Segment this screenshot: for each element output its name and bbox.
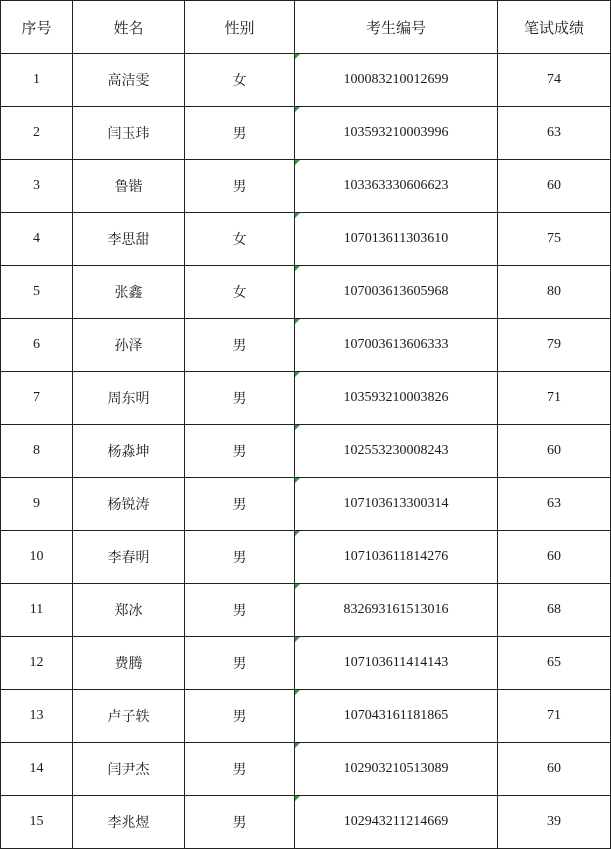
cell-flag-marker — [295, 425, 300, 430]
table-row — [1, 637, 611, 690]
cell-name: 周东明 — [73, 372, 185, 425]
table-row — [1, 107, 611, 160]
cell-exam-id — [295, 531, 498, 584]
cell-score: 60 — [498, 425, 611, 478]
cell-exam-id — [295, 319, 498, 372]
cell-index: 6 — [1, 319, 73, 372]
cell-gender: 女 — [185, 266, 295, 319]
table-row — [1, 54, 611, 107]
cell-score: 74 — [498, 54, 611, 107]
table-row — [1, 743, 611, 796]
cell-exam-id-text: 102943211214669 — [343, 814, 449, 829]
cell-exam-id-text: 832693161513016 — [343, 602, 449, 617]
cell-name: 鲁锴 — [73, 160, 185, 213]
cell-score: 60 — [498, 743, 611, 796]
cell-score: 63 — [498, 107, 611, 160]
table-row — [1, 478, 611, 531]
cell-gender: 男 — [185, 637, 295, 690]
cell-name: 郑冰 — [73, 584, 185, 637]
cell-name: 卢子轶 — [73, 690, 185, 743]
cell-exam-id — [295, 743, 498, 796]
cell-flag-marker — [295, 160, 300, 165]
header-name: 姓名 — [73, 1, 185, 54]
cell-exam-id — [295, 160, 498, 213]
cell-flag-marker — [295, 637, 300, 642]
cell-name: 李春明 — [73, 531, 185, 584]
cell-exam-id-text: 107013611303610 — [343, 231, 449, 246]
cell-index: 2 — [1, 107, 73, 160]
cell-gender: 男 — [185, 372, 295, 425]
cell-name: 高洁雯 — [73, 54, 185, 107]
cell-flag-marker — [295, 54, 300, 59]
cell-score: 75 — [498, 213, 611, 266]
header-exam-id — [295, 1, 498, 54]
header-gender: 性别 — [185, 1, 295, 54]
cell-gender: 男 — [185, 531, 295, 584]
cell-exam-id — [295, 796, 498, 849]
cell-flag-marker — [295, 743, 300, 748]
cell-flag-marker — [295, 107, 300, 112]
cell-gender: 男 — [185, 160, 295, 213]
cell-exam-id-text: 107043161181865 — [343, 708, 449, 723]
cell-exam-id-text: 103593210003826 — [343, 390, 449, 405]
cell-score: 71 — [498, 372, 611, 425]
cell-name: 李思甜 — [73, 213, 185, 266]
cell-flag-marker — [295, 213, 300, 218]
cell-gender: 女 — [185, 213, 295, 266]
cell-gender: 男 — [185, 743, 295, 796]
cell-name: 闫玉玮 — [73, 107, 185, 160]
cell-exam-id — [295, 213, 498, 266]
cell-exam-id-text: 102553230008243 — [343, 443, 449, 458]
table-row — [1, 372, 611, 425]
cell-score: 71 — [498, 690, 611, 743]
cell-flag-marker — [295, 531, 300, 536]
cell-index: 1 — [1, 54, 73, 107]
cell-index: 12 — [1, 637, 73, 690]
table-row — [1, 425, 611, 478]
cell-name: 杨锐涛 — [73, 478, 185, 531]
cell-flag-marker — [295, 319, 300, 324]
cell-index: 11 — [1, 584, 73, 637]
cell-exam-id-text: 103593210003996 — [343, 125, 449, 140]
cell-name: 费腾 — [73, 637, 185, 690]
cell-exam-id-text: 107103611814276 — [343, 549, 449, 564]
header-exam-id-label: 考生编号 — [365, 18, 426, 37]
table-body — [1, 54, 611, 849]
cell-score: 65 — [498, 637, 611, 690]
cell-flag-marker — [295, 266, 300, 271]
table-row — [1, 160, 611, 213]
cell-name: 闫尹杰 — [73, 743, 185, 796]
cell-name: 杨淼坤 — [73, 425, 185, 478]
cell-exam-id — [295, 478, 498, 531]
cell-index: 4 — [1, 213, 73, 266]
cell-exam-id — [295, 54, 498, 107]
cell-gender: 男 — [185, 796, 295, 849]
table-row — [1, 796, 611, 849]
cell-exam-id-text: 107103613300314 — [343, 496, 449, 511]
cell-exam-id-text: 107003613606333 — [343, 337, 449, 352]
cell-gender: 男 — [185, 690, 295, 743]
cell-flag-marker — [295, 690, 300, 695]
cell-exam-id — [295, 425, 498, 478]
cell-score: 60 — [498, 160, 611, 213]
table-row — [1, 531, 611, 584]
cell-gender: 男 — [185, 107, 295, 160]
cell-flag-marker — [295, 796, 300, 801]
cell-index: 15 — [1, 796, 73, 849]
cell-exam-id-text: 100083210012699 — [343, 72, 449, 87]
header-score: 笔试成绩 — [498, 1, 611, 54]
cell-exam-id — [295, 637, 498, 690]
cell-index: 10 — [1, 531, 73, 584]
cell-name: 李兆煜 — [73, 796, 185, 849]
cell-gender: 男 — [185, 584, 295, 637]
cell-score: 68 — [498, 584, 611, 637]
cell-gender: 男 — [185, 425, 295, 478]
cell-exam-id-text: 103363330606623 — [343, 178, 449, 193]
cell-index: 13 — [1, 690, 73, 743]
cell-score: 60 — [498, 531, 611, 584]
cell-exam-id — [295, 584, 498, 637]
table-row — [1, 213, 611, 266]
cell-flag-marker — [295, 372, 300, 377]
cell-exam-id-text: 107003613605968 — [343, 284, 449, 299]
cell-exam-id — [295, 107, 498, 160]
header-row — [1, 1, 611, 54]
cell-flag-marker — [295, 584, 300, 589]
cell-score: 79 — [498, 319, 611, 372]
cell-score: 63 — [498, 478, 611, 531]
table-row — [1, 584, 611, 637]
cell-exam-id-text: 102903210513089 — [343, 761, 449, 776]
cell-exam-id — [295, 372, 498, 425]
cell-name: 张鑫 — [73, 266, 185, 319]
table-row — [1, 266, 611, 319]
cell-score: 80 — [498, 266, 611, 319]
cell-index: 9 — [1, 478, 73, 531]
header-index: 序号 — [1, 1, 73, 54]
cell-name: 孙泽 — [73, 319, 185, 372]
cell-index: 8 — [1, 425, 73, 478]
cell-index: 14 — [1, 743, 73, 796]
cell-index: 3 — [1, 160, 73, 213]
table-row — [1, 319, 611, 372]
cell-score: 39 — [498, 796, 611, 849]
cell-exam-id — [295, 266, 498, 319]
cell-index: 7 — [1, 372, 73, 425]
cell-exam-id — [295, 690, 498, 743]
cell-gender: 男 — [185, 478, 295, 531]
cell-flag-marker — [295, 478, 300, 483]
cell-gender: 女 — [185, 54, 295, 107]
table-row — [1, 690, 611, 743]
cell-exam-id-text: 107103611414143 — [343, 655, 449, 670]
cell-index: 5 — [1, 266, 73, 319]
cell-gender: 男 — [185, 319, 295, 372]
